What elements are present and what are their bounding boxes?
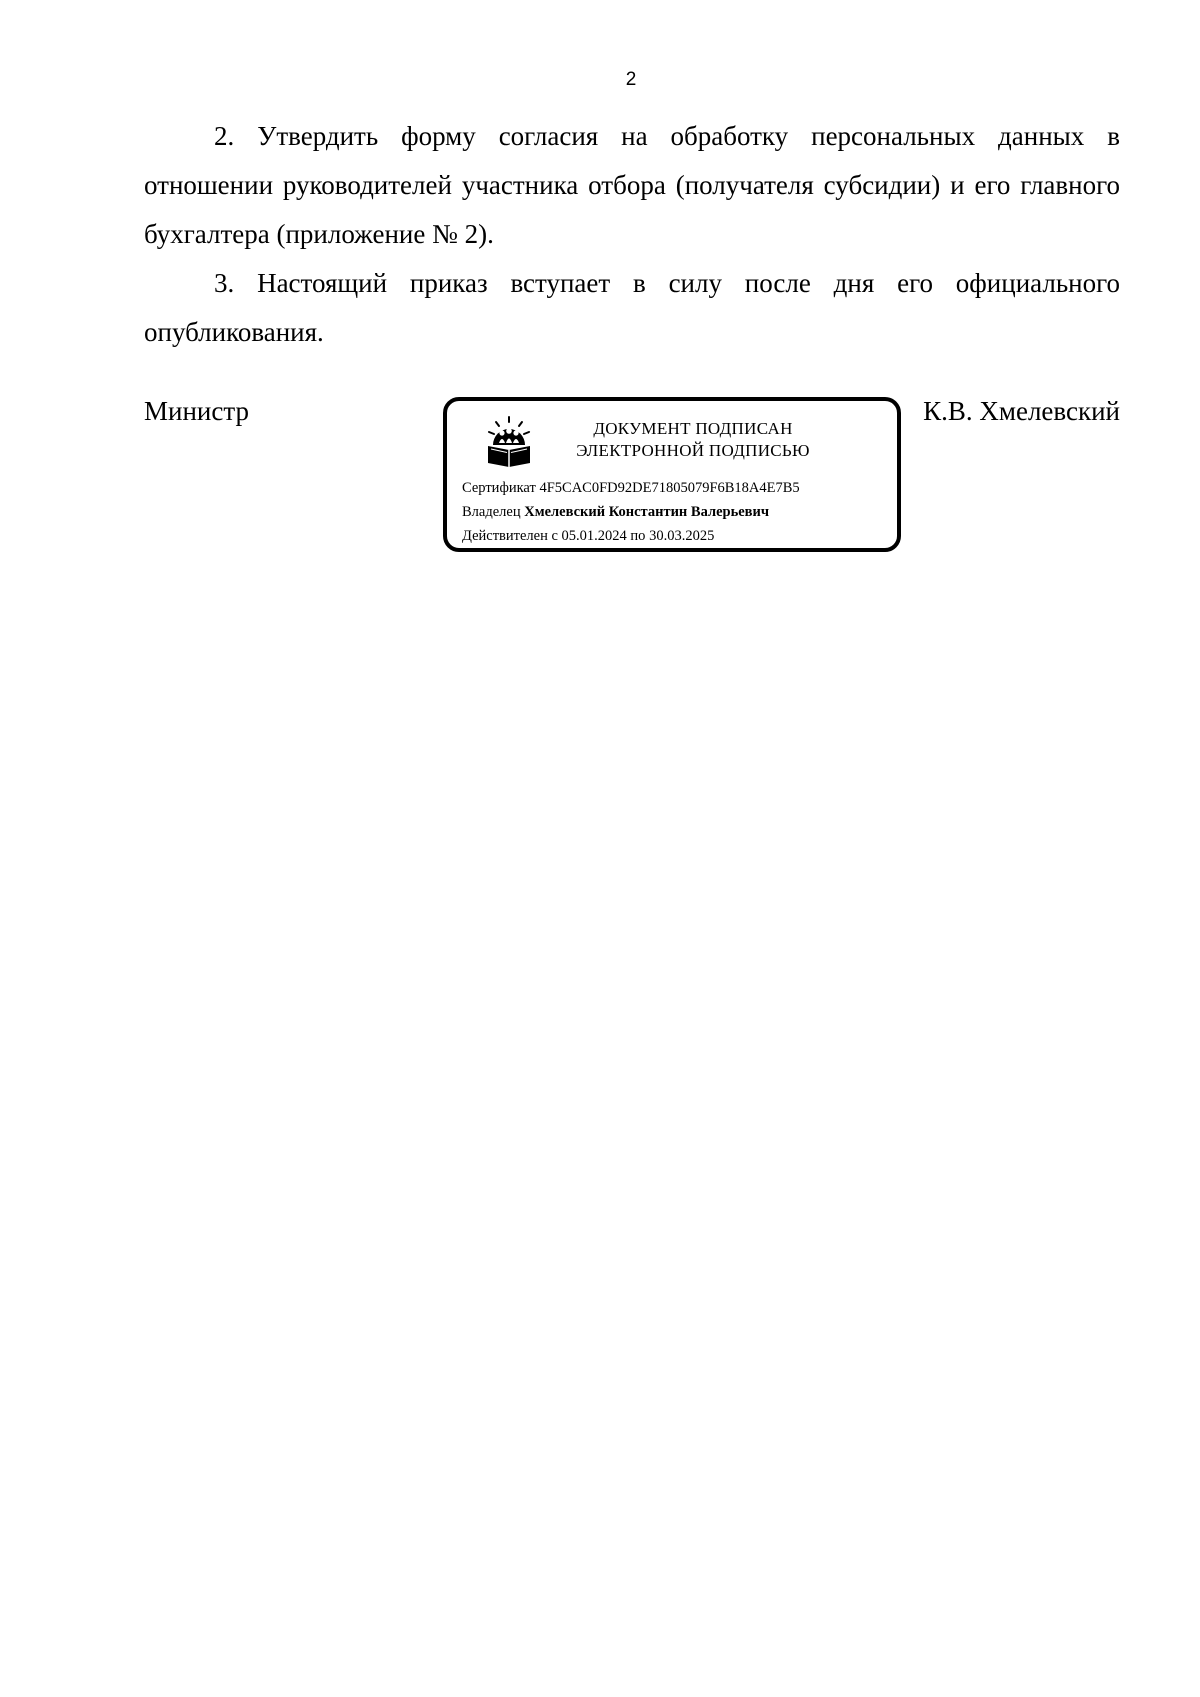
- signatory-title: Министр: [144, 396, 249, 426]
- electronic-signature-stamp: [443, 397, 901, 552]
- page-number: 2: [625, 69, 637, 90]
- stamp-heading: [543, 418, 843, 462]
- valid-to-date: 30.03.2025: [649, 528, 715, 544]
- certificate-label: Сертификат: [462, 480, 536, 496]
- paragraph-approve-consent-form: 2. Утвердить форму согласия на обработку персональных данных в отношении руководителей участника отбора (получателя субсидии) и его главного бухгалтера (приложение № 2).: [144, 121, 1120, 249]
- owner-value: Хмелевский Константин Валерьевич: [524, 504, 770, 520]
- emblem-icon: [485, 415, 533, 469]
- signatory-name: К.В. Хмелевский: [923, 396, 1120, 426]
- stamp-validity-line: [462, 526, 714, 546]
- owner-label: Владелец: [462, 504, 521, 520]
- valid-to-label: по: [630, 528, 646, 544]
- stamp-certificate-line: [462, 478, 800, 498]
- stamp-heading-line1: ДОКУМЕНТ ПОДПИСАН: [593, 419, 793, 438]
- certificate-value: 4F5CAC0FD92DE71805079F6B18A4E7B5: [539, 480, 800, 496]
- stamp-owner-line: [462, 502, 769, 522]
- valid-from-label: Действителен с: [462, 528, 558, 544]
- valid-from-date: 05.01.2024: [561, 528, 627, 544]
- stamp-heading-line2: ЭЛЕКТРОННОЙ ПОДПИСЬЮ: [576, 441, 810, 460]
- paragraph-entry-into-force: 3. Настоящий приказ вступает в силу после дня его официального опубликования.: [144, 268, 1120, 347]
